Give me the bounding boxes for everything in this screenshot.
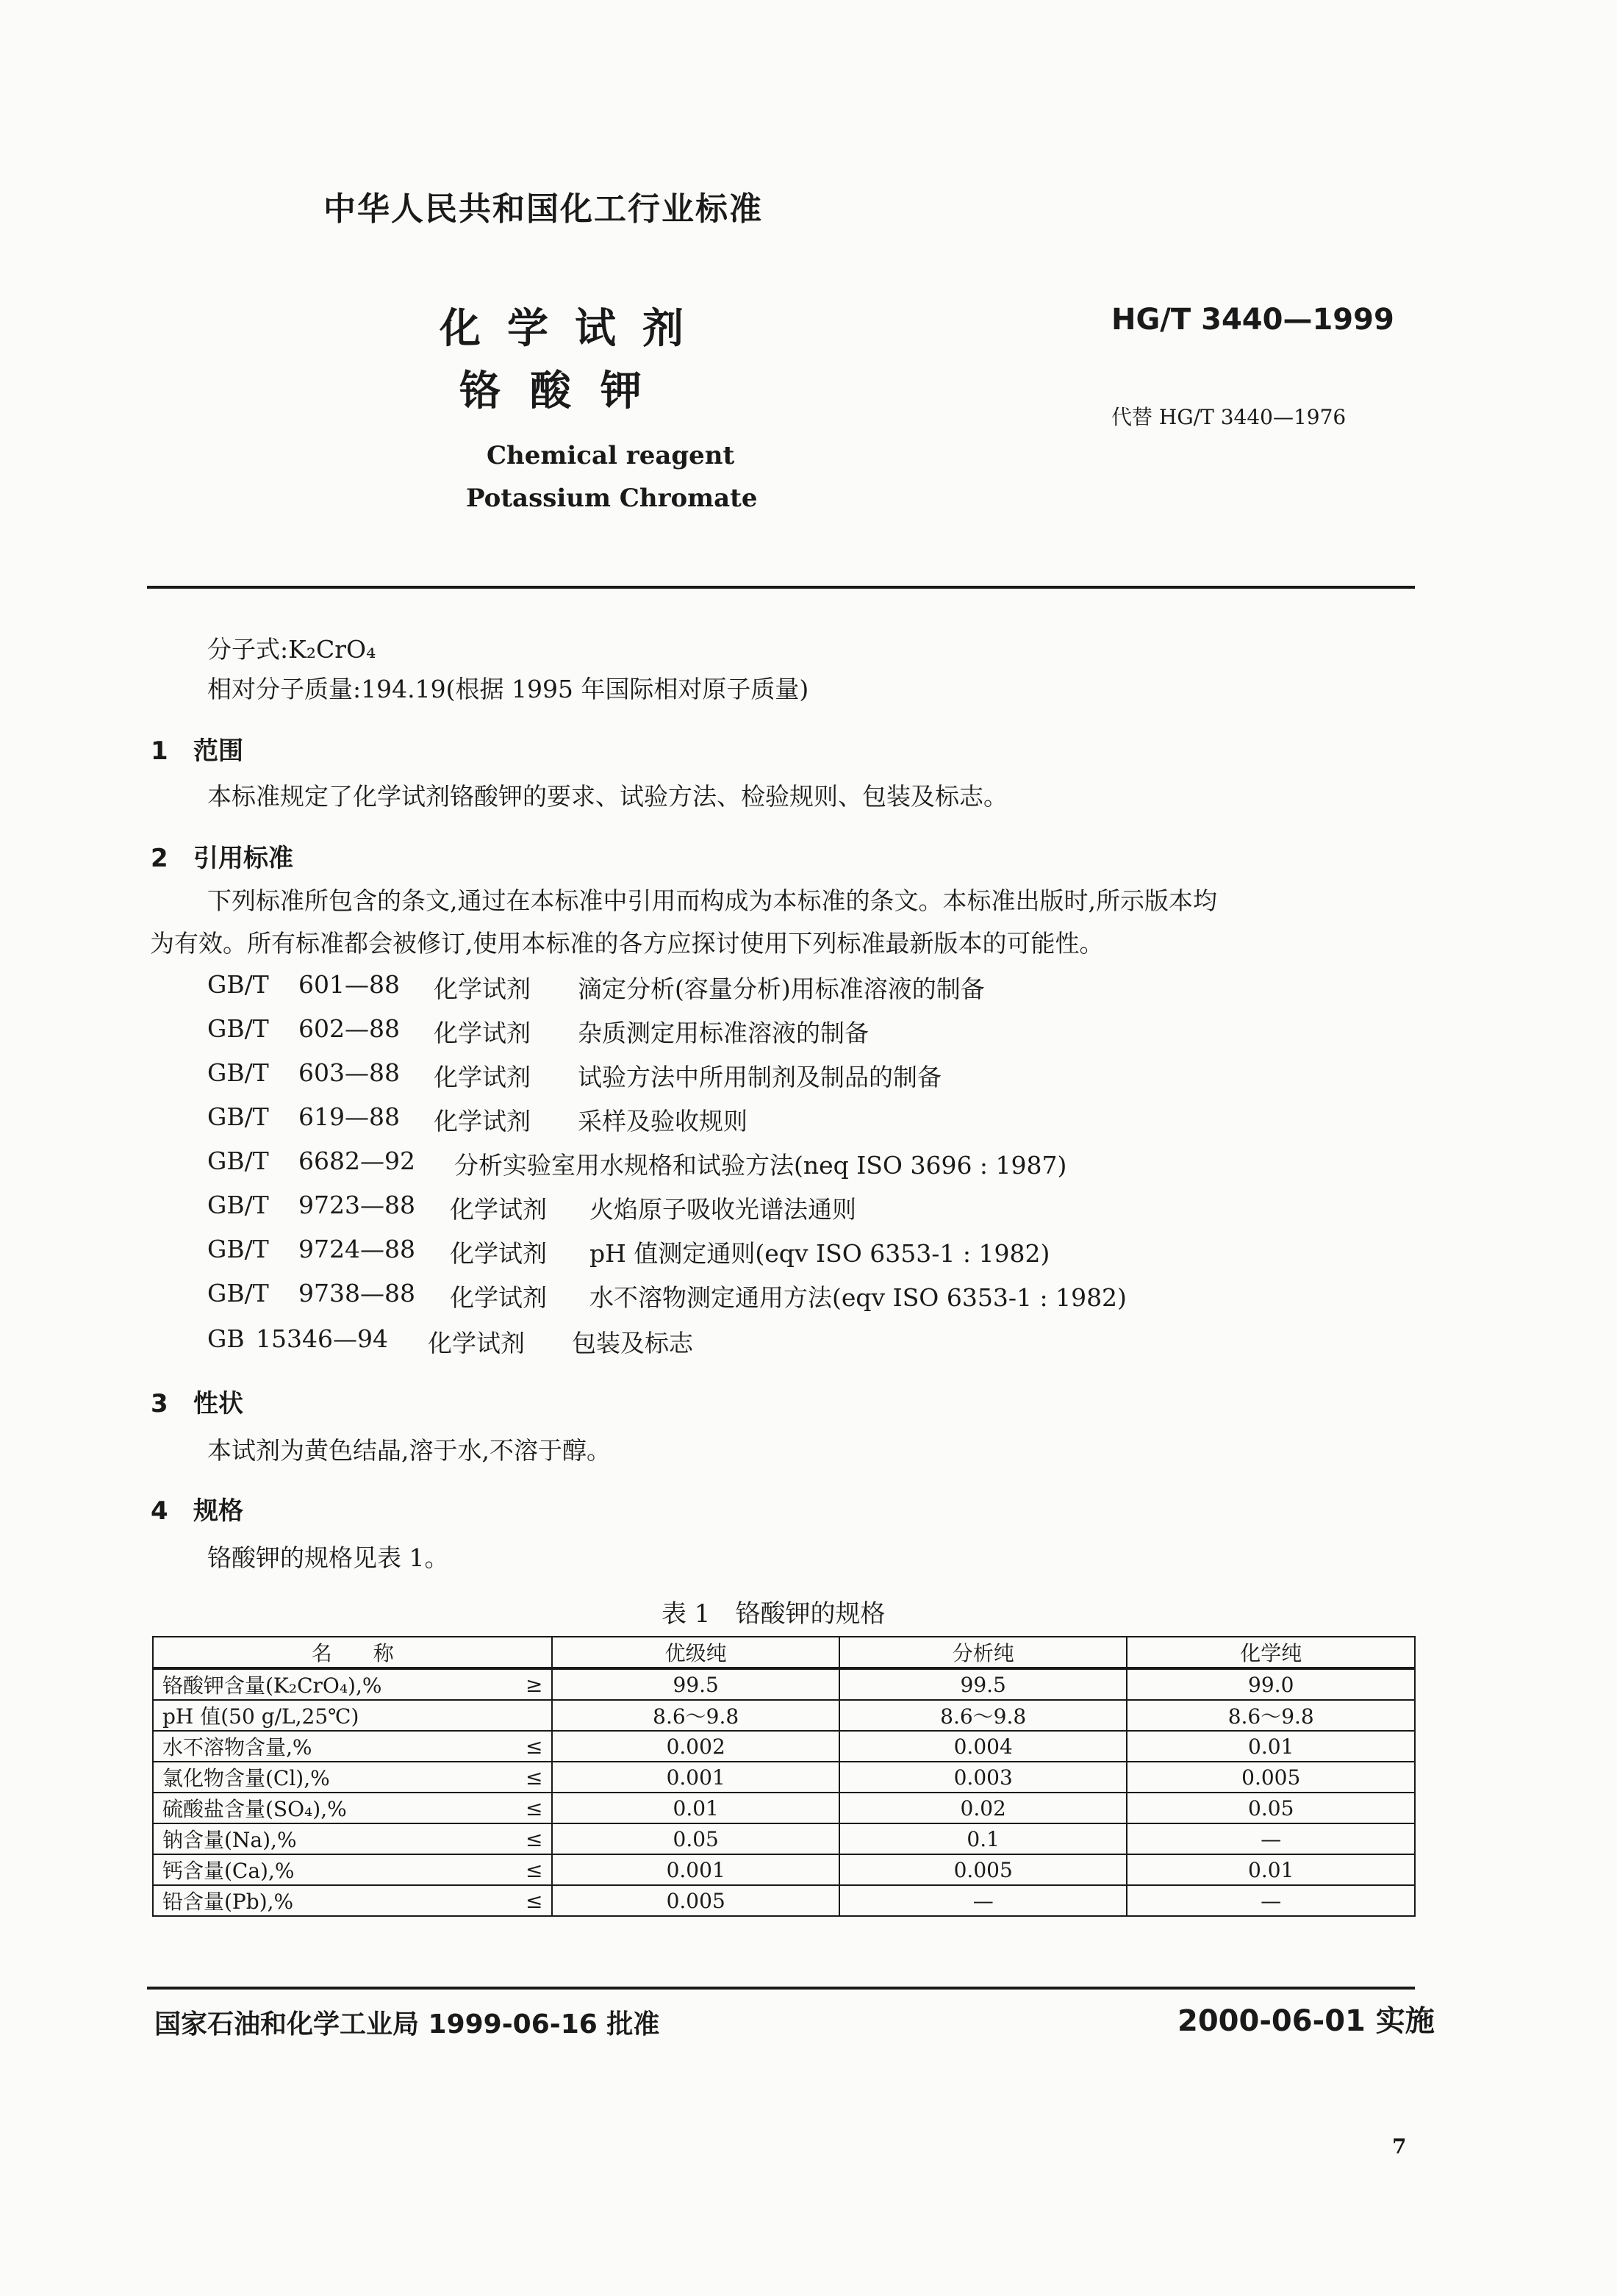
molecular-mass: 相对分子质量:194.19(根据 1995 年国际相对原子质量) bbox=[207, 675, 809, 703]
ref-code: GB/T bbox=[207, 1279, 269, 1307]
ref-title: 包装及标志 bbox=[572, 1329, 693, 1357]
issuing-authority: 中华人民共和国化工行业标准 bbox=[323, 190, 763, 228]
ref-code: GB/T bbox=[207, 1014, 269, 1043]
section-number: 1 bbox=[151, 736, 168, 766]
ref-title: pH 值测定通则(eqv ISO 6353-1 : 1982) bbox=[589, 1239, 1050, 1268]
ref-code: GB/T bbox=[207, 1191, 269, 1219]
ref-number: 9724—88 bbox=[298, 1235, 415, 1263]
ref-number: 15346—94 bbox=[256, 1324, 388, 1353]
ref-category: 化学试剂 bbox=[434, 1019, 531, 1047]
value-ar: 0.003 bbox=[839, 1762, 1127, 1793]
standard-number: HG/T 3440—1999 bbox=[1111, 303, 1394, 337]
ref-category: 化学试剂 bbox=[450, 1239, 547, 1268]
ref-category: 化学试剂 bbox=[450, 1283, 547, 1312]
section-2-text-line1: 下列标准所包含的条文,通过在本标准中引用而构成为本标准的条文。本标准出版时,所示版本均 bbox=[207, 886, 1217, 915]
section-number: 2 bbox=[151, 844, 168, 873]
ref-code: GB/T bbox=[207, 1235, 269, 1263]
section-number: 4 bbox=[151, 1496, 168, 1526]
section-4-text: 铬酸钾的规格见表 1。 bbox=[207, 1543, 449, 1572]
row-name: 铬酸钾含量(K₂CrO₄),% bbox=[162, 1673, 382, 1698]
ref-code: GB/T bbox=[207, 1102, 269, 1131]
table-row bbox=[153, 1762, 1415, 1793]
table-row bbox=[153, 1885, 1415, 1916]
ref-number: 603—88 bbox=[298, 1058, 400, 1087]
value-cp: 99.0 bbox=[1127, 1668, 1415, 1700]
approval-line: 国家石油和化学工业局 1999-06-16 批准 bbox=[154, 2009, 660, 2040]
ref-number: 601—88 bbox=[298, 970, 400, 999]
ref-code: GB/T bbox=[207, 1058, 269, 1087]
row-name: 钙含量(Ca),% bbox=[162, 1859, 295, 1883]
section-2-text-line2: 为有效。所有标准都会被修订,使用本标准的各方应探讨使用下列标准最新版本的可能性。 bbox=[150, 929, 1104, 958]
row-name-cell bbox=[153, 1731, 552, 1762]
value-gr: 0.001 bbox=[552, 1762, 839, 1793]
row-name-cell bbox=[153, 1762, 552, 1793]
header-chemically-pure: 化学纯 bbox=[1127, 1637, 1415, 1668]
row-name-cell bbox=[153, 1854, 552, 1885]
ref-number: 9738—88 bbox=[298, 1279, 415, 1307]
section-4-heading bbox=[151, 1490, 243, 1527]
row-name-cell bbox=[153, 1793, 552, 1823]
limit-symbol: ≤ bbox=[525, 1795, 543, 1820]
row-name: 铅含量(Pb),% bbox=[162, 1890, 294, 1914]
value-cp: — bbox=[1127, 1885, 1415, 1916]
ref-title: 采样及验收规则 bbox=[578, 1107, 747, 1136]
title-chinese-line1: 化学试剂 bbox=[440, 305, 710, 353]
limit-symbol: ≥ bbox=[525, 1672, 543, 1697]
ref-number: 619—88 bbox=[298, 1102, 400, 1131]
value-gr: 0.01 bbox=[552, 1793, 839, 1823]
value-ar: — bbox=[839, 1885, 1127, 1916]
row-name-cell bbox=[153, 1700, 552, 1731]
limit-symbol: ≤ bbox=[525, 1765, 543, 1790]
title-chinese-line2: 铬酸钾 bbox=[459, 367, 671, 415]
value-ar: 0.1 bbox=[839, 1823, 1127, 1854]
table-row bbox=[153, 1731, 1415, 1762]
section-3-heading bbox=[151, 1383, 243, 1419]
value-cp: 0.01 bbox=[1127, 1731, 1415, 1762]
row-name-cell bbox=[153, 1823, 552, 1854]
section-title: 范围 bbox=[193, 736, 243, 766]
value-ar: 99.5 bbox=[839, 1668, 1127, 1700]
ref-category: 化学试剂 bbox=[450, 1195, 547, 1224]
row-name-cell bbox=[153, 1885, 552, 1916]
table-row bbox=[153, 1668, 1415, 1700]
section-title: 规格 bbox=[193, 1496, 243, 1526]
ref-number: 6682—92 bbox=[298, 1147, 415, 1175]
page-number: 7 bbox=[1392, 2134, 1407, 2159]
value-gr: 8.6～9.8 bbox=[552, 1700, 839, 1731]
limit-symbol: ≤ bbox=[525, 1826, 543, 1851]
value-cp: — bbox=[1127, 1823, 1415, 1854]
table-row bbox=[153, 1854, 1415, 1885]
ref-code: GB/T bbox=[207, 970, 269, 999]
header-name: 名 称 bbox=[153, 1637, 552, 1668]
ref-title: 杂质测定用标准溶液的制备 bbox=[578, 1019, 869, 1047]
ref-category: 化学试剂 bbox=[434, 1107, 531, 1136]
section-1-text: 本标准规定了化学试剂铬酸钾的要求、试验方法、检验规则、包装及标志。 bbox=[207, 782, 1008, 811]
ref-title: 试验方法中所用制剂及制品的制备 bbox=[578, 1063, 942, 1091]
section-2-heading bbox=[151, 838, 293, 874]
section-3-text: 本试剂为黄色结晶,溶于水,不溶于醇。 bbox=[207, 1436, 611, 1465]
replaces-standard: 代替 HG/T 3440—1976 bbox=[1111, 405, 1347, 429]
specification-table bbox=[152, 1636, 1416, 1917]
footer-divider bbox=[147, 1987, 1415, 1990]
ref-category: 化学试剂 bbox=[428, 1329, 525, 1357]
table-caption: 表 1 铬酸钾的规格 bbox=[662, 1599, 886, 1629]
row-name: 钠含量(Na),% bbox=[162, 1828, 297, 1852]
row-name-cell bbox=[153, 1668, 552, 1700]
section-1-heading bbox=[151, 731, 243, 767]
value-cp: 0.05 bbox=[1127, 1793, 1415, 1823]
value-ar: 0.02 bbox=[839, 1793, 1127, 1823]
value-cp: 0.01 bbox=[1127, 1854, 1415, 1885]
ref-category: 化学试剂 bbox=[434, 1063, 531, 1091]
ref-code: GB bbox=[207, 1324, 245, 1353]
title-english-line1: Chemical reagent bbox=[487, 441, 735, 470]
value-ar: 8.6～9.8 bbox=[839, 1700, 1127, 1731]
ref-code: GB/T bbox=[207, 1147, 269, 1175]
value-gr: 0.002 bbox=[552, 1731, 839, 1762]
row-name: 水不溶物含量,% bbox=[162, 1735, 312, 1759]
effective-date: 2000-06-01 实施 bbox=[1177, 2004, 1435, 2038]
row-name: 硫酸盐含量(SO₄),% bbox=[162, 1797, 347, 1821]
table-header-row bbox=[153, 1637, 1415, 1668]
ref-number: 9723—88 bbox=[298, 1191, 415, 1219]
value-gr: 99.5 bbox=[552, 1668, 839, 1700]
limit-symbol: ≤ bbox=[525, 1857, 543, 1882]
row-name: pH 值(50 g/L,25℃) bbox=[162, 1704, 359, 1729]
ref-title: 火焰原子吸收光谱法通则 bbox=[589, 1195, 856, 1224]
section-title: 性状 bbox=[193, 1389, 243, 1418]
header-divider bbox=[147, 586, 1415, 589]
value-cp: 0.005 bbox=[1127, 1762, 1415, 1793]
ref-number: 602—88 bbox=[298, 1014, 400, 1043]
limit-symbol: ≤ bbox=[525, 1888, 543, 1913]
row-name: 氯化物含量(Cl),% bbox=[162, 1766, 330, 1790]
table-row bbox=[153, 1823, 1415, 1854]
value-gr: 0.05 bbox=[552, 1823, 839, 1854]
header-analytical-reagent: 分析纯 bbox=[839, 1637, 1127, 1668]
ref-category: 化学试剂 bbox=[434, 975, 531, 1003]
ref-title: 分析实验室用水规格和试验方法(neq ISO 3696 : 1987) bbox=[454, 1151, 1067, 1180]
value-gr: 0.001 bbox=[552, 1854, 839, 1885]
ref-title: 水不溶物测定通用方法(eqv ISO 6353-1 : 1982) bbox=[589, 1283, 1127, 1312]
section-number: 3 bbox=[151, 1389, 168, 1418]
title-english-line2: Potassium Chromate bbox=[466, 484, 758, 513]
molecular-formula: 分子式:K₂CrO₄ bbox=[207, 635, 376, 664]
table-row bbox=[153, 1793, 1415, 1823]
value-ar: 0.004 bbox=[839, 1731, 1127, 1762]
value-gr: 0.005 bbox=[552, 1885, 839, 1916]
ref-title: 滴定分析(容量分析)用标准溶液的制备 bbox=[578, 975, 985, 1003]
value-ar: 0.005 bbox=[839, 1854, 1127, 1885]
section-title: 引用标准 bbox=[193, 844, 293, 873]
header-guaranteed-reagent: 优级纯 bbox=[552, 1637, 839, 1668]
table-row bbox=[153, 1700, 1415, 1731]
value-cp: 8.6～9.8 bbox=[1127, 1700, 1415, 1731]
limit-symbol: ≤ bbox=[525, 1734, 543, 1759]
